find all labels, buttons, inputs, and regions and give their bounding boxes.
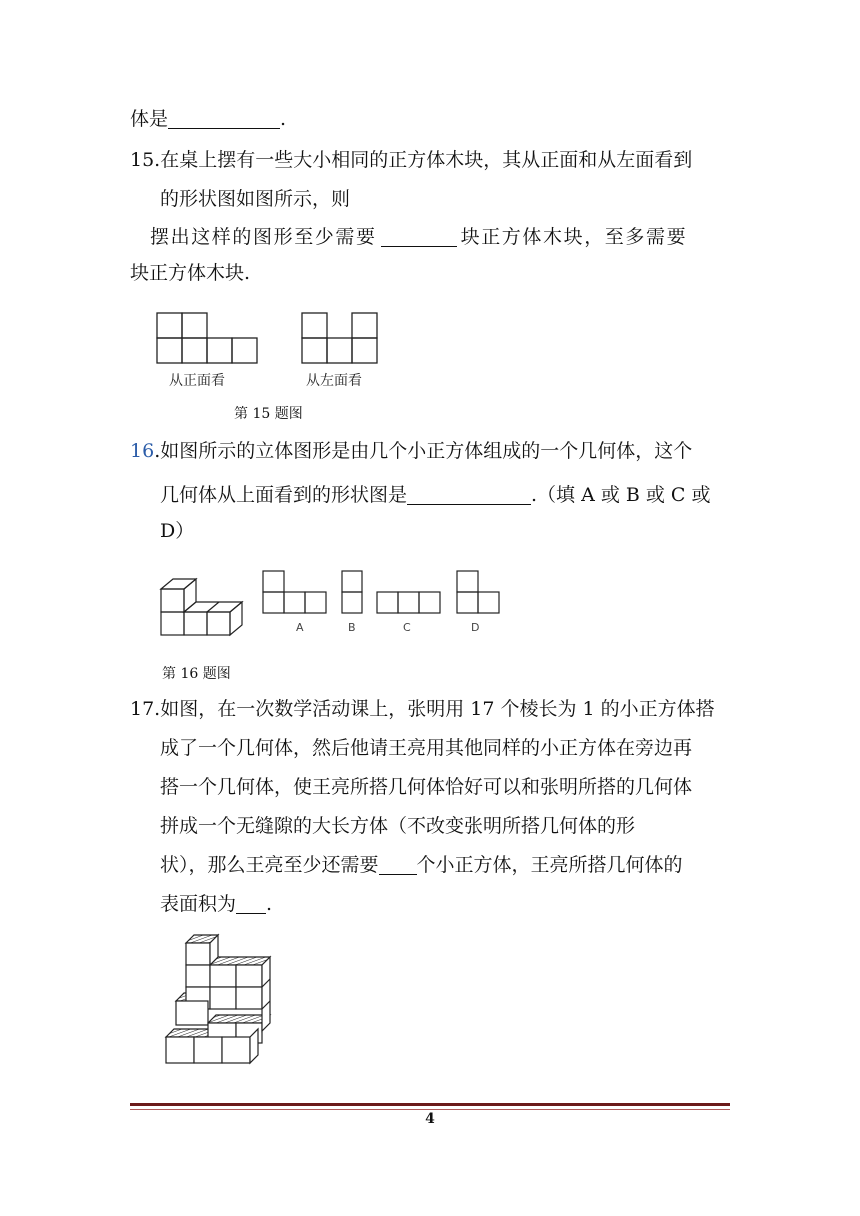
q15-caption: 第 15 题图 bbox=[234, 406, 303, 422]
q17-line-6 bbox=[160, 892, 272, 916]
answer-blank bbox=[407, 484, 531, 505]
q17-figure bbox=[160, 925, 285, 1070]
q16-line-2a: 几何体从上面看到的形状图是 bbox=[160, 484, 408, 506]
q16-figure bbox=[155, 565, 515, 640]
q17-line-6-text: 表面积为 bbox=[160, 893, 237, 915]
q17-line-5a: 状），那么王亮至少还需要 bbox=[160, 854, 379, 876]
answer-blank bbox=[236, 893, 266, 914]
q15-line-3a: 摆出这样的图形至少需要 bbox=[150, 226, 377, 248]
prev-end: . bbox=[280, 108, 287, 130]
footer-rule-thin bbox=[130, 1109, 730, 1110]
q17-line-3: 搭一个几何体，使王亮所搭几何体恰好可以和张明所搭的几何体 bbox=[160, 776, 693, 798]
q15-line-3b: 块正方体木块，至多需要 bbox=[460, 226, 688, 248]
option-d-label: D bbox=[471, 621, 480, 634]
footer-rule bbox=[130, 1103, 730, 1106]
option-c-label: C bbox=[403, 621, 411, 634]
q16-line-2 bbox=[160, 483, 711, 507]
q16-line-1-text: .如图所示的立体图形是由几个小正方体组成的一个几何体，这个 bbox=[154, 440, 693, 462]
answer-blank bbox=[379, 854, 417, 875]
q17-line-5 bbox=[160, 853, 683, 877]
q15-line-4: 块正方体木块. bbox=[130, 262, 251, 284]
q16-line-1 bbox=[130, 439, 692, 463]
left-view-label: 从左面看 bbox=[306, 373, 362, 389]
front-view-label: 从正面看 bbox=[169, 373, 225, 389]
q15-line-3 bbox=[150, 225, 687, 249]
q15-line-2: 的形状图如图所示，则 bbox=[160, 188, 351, 210]
q15-line-1: 15.在桌上摆有一些大小相同的正方体木块，其从正面和从左面看到 bbox=[130, 149, 693, 171]
isometric-solid bbox=[161, 579, 242, 635]
q17-line-6-end: . bbox=[266, 893, 273, 915]
q16-line-3: D） bbox=[160, 520, 195, 542]
q16-number: 16 bbox=[130, 440, 155, 462]
option-a-label: A bbox=[296, 621, 304, 634]
answer-blank bbox=[168, 108, 280, 129]
q16-line-2b: .（填 A 或 B 或 C 或 bbox=[531, 484, 711, 506]
prev-line bbox=[130, 107, 286, 131]
q17-line-4: 拼成一个无缝隙的大长方体（不改变张明所搭几何体的形 bbox=[160, 815, 636, 837]
prev-text: 体是 bbox=[130, 108, 169, 130]
option-b-label: B bbox=[348, 621, 356, 634]
answer-blank bbox=[381, 226, 457, 247]
page-number: 4 bbox=[425, 1111, 435, 1127]
q15-figure bbox=[150, 306, 400, 396]
q17-line-1: 17.如图，在一次数学活动课上，张明用 17 个棱长为 1 的小正方体搭 bbox=[130, 698, 715, 720]
q16-caption: 第 16 题图 bbox=[162, 666, 231, 682]
q17-line-2: 成了一个几何体，然后他请王亮用其他同样的小正方体在旁边再 bbox=[160, 737, 693, 759]
q17-line-5b: 个小正方体，王亮所搭几何体的 bbox=[416, 854, 683, 876]
